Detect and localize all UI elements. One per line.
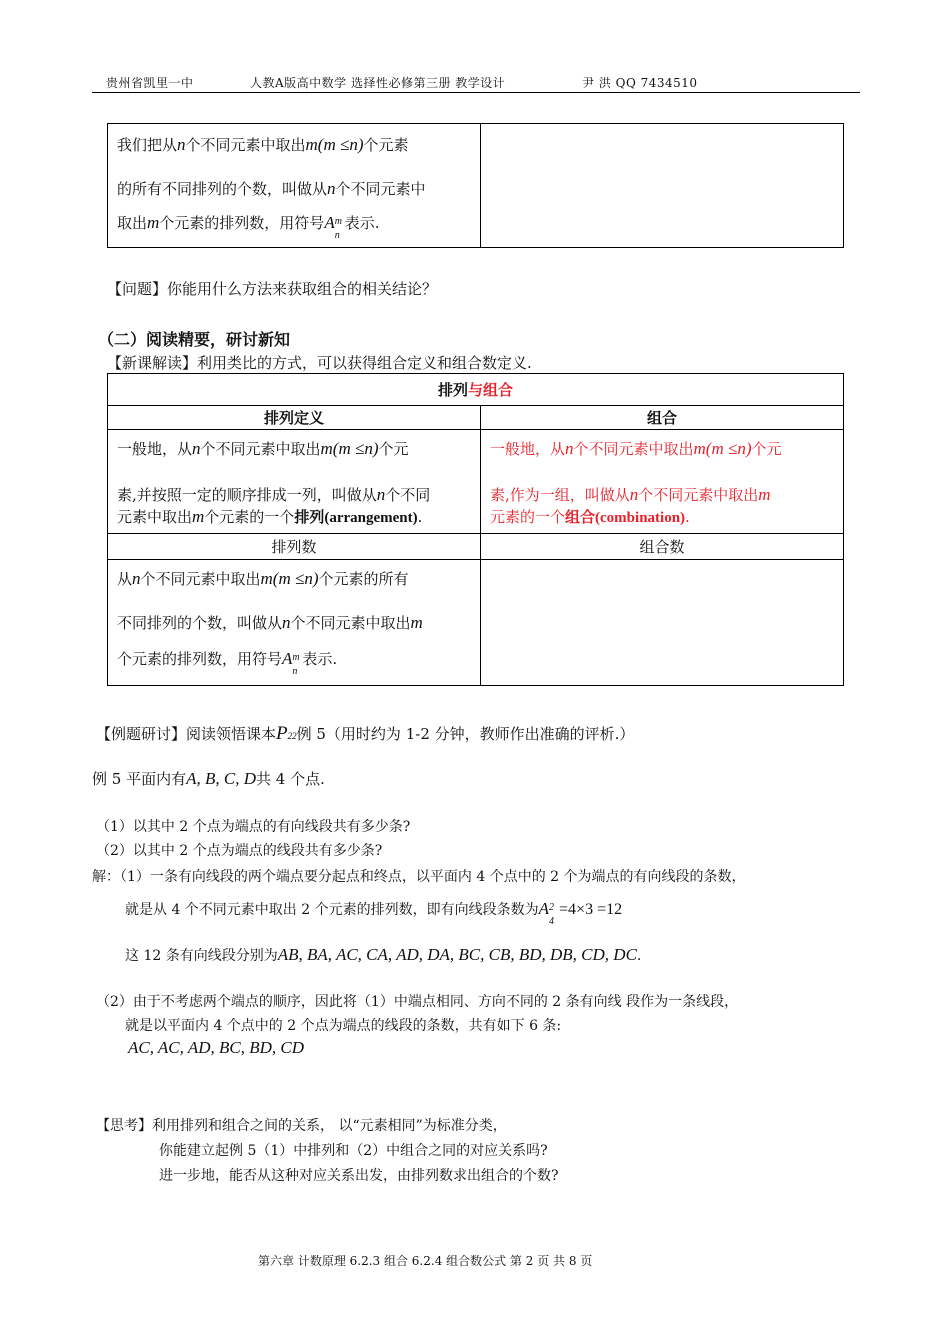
permutation-number-definition: 从n个不同元素中取出m(m ≤n)个元素的所有 不同排列的个数，叫做从n个不同元素中取出m 个元素的排列数，用符号A m n 表示. bbox=[108, 560, 481, 686]
question-1: （1）以其中 2 个点为端点的有向线段共有多少条? bbox=[96, 819, 411, 835]
solution-line-4: （2）由于不考虑两个端点的顺序，因此将（1）中端点相同、方向不同的 2 条有向线 段作为一条线段， bbox=[96, 994, 739, 1010]
combination-definition: 一般地，从n个不同元素中取出m(m ≤n)个元 素,作为一组，叫做从n个不同元素中取出m 元素的一个组合(combination). bbox=[481, 430, 844, 534]
page-header bbox=[92, 72, 860, 93]
definition-cell: 我们把从n个不同元素中取出m(m ≤n)个元素 的所有不同排列的个数，叫做从n个不同元素中 取出m个元素的排列数，用符号A m n 表示. bbox=[108, 124, 481, 248]
think-line-1: 【思考】利用排列和组合之间的关系， 以“元素相同”为标准分类， bbox=[96, 1118, 507, 1134]
solution-line-5: 就是以平面内 4 个点中的 2 个点为端点的线段的条数，共有如下 6 条: bbox=[125, 1018, 562, 1034]
header-author: 尹 洪 QQ 7434510 bbox=[582, 76, 698, 90]
solution-line-1: 解：（1）一条有向线段的两个端点要分起点和终点，以平面内 4 个点中的 2 个为端点的有向线段的条数， bbox=[92, 869, 746, 885]
header-course: 人教A版高中数学 选择性必修第三册 教学设计 bbox=[250, 76, 506, 90]
permutation-number-header: 排列数 bbox=[108, 534, 481, 560]
combination-number-header: 组合数 bbox=[481, 534, 844, 560]
solution-line-3: 这 12 条有向线段分别为AB, BA, AC, CA, AD, DA, BC, CB, BD, DB, CD, DC. bbox=[125, 945, 642, 964]
think-line-2: 你能建立起例 5（1）中排列和（2）中组合之同的对应关系吗? bbox=[159, 1143, 548, 1159]
definition-table bbox=[107, 123, 844, 248]
intro-text: 【新课解读】利用类比的方式，可以获得组合定义和组合数定义. bbox=[107, 354, 532, 372]
example-intro: 【例题研讨】阅读领悟课本P22例 5（用时约为 1-2 分钟，教师作出准确的评析.） bbox=[96, 723, 635, 744]
permutation-definition: 一般地，从n个不同元素中取出m(m ≤n)个元 素,并按照一定的顺序排成一列，叫做从n个不同 元素中取出m个元素的一个排列(arrangement). bbox=[108, 430, 481, 534]
comparison-table bbox=[107, 373, 844, 686]
header-school: 贵州省凯里一中 bbox=[106, 76, 194, 90]
col-header-permutation: 排列定义 bbox=[108, 406, 481, 430]
think-line-3: 进一步地，能否从这种对应关系出发，由排列数求出组合的个数? bbox=[159, 1168, 559, 1184]
solution-line-2: 就是从 4 个不同元素中取出 2 个元素的排列数，即有向线段条数为A 2 4 =4×3 =12 bbox=[125, 899, 623, 927]
empty-cell bbox=[481, 124, 844, 248]
question-2: （2）以其中 2 个点为端点的线段共有多少条? bbox=[96, 843, 383, 859]
page-footer: 第六章 计数原理 6.2.3 组合 6.2.4 组合数公式 第 2 页 共 8 页 bbox=[258, 1254, 593, 1268]
combination-number-empty bbox=[481, 560, 844, 686]
example-statement: 例 5 平面内有A, B, C, D共 4 个点. bbox=[92, 769, 325, 788]
col-header-combination: 组合 bbox=[481, 406, 844, 430]
section-title: （二）阅读精要，研讨新知 bbox=[98, 330, 291, 349]
comparison-title: 排列与组合 bbox=[108, 374, 844, 406]
segment-list: AC, AC, AD, BC, BD, CD bbox=[128, 1038, 304, 1057]
question-text: 【问题】你能用什么方法来获取组合的相关结论？ bbox=[107, 280, 438, 298]
